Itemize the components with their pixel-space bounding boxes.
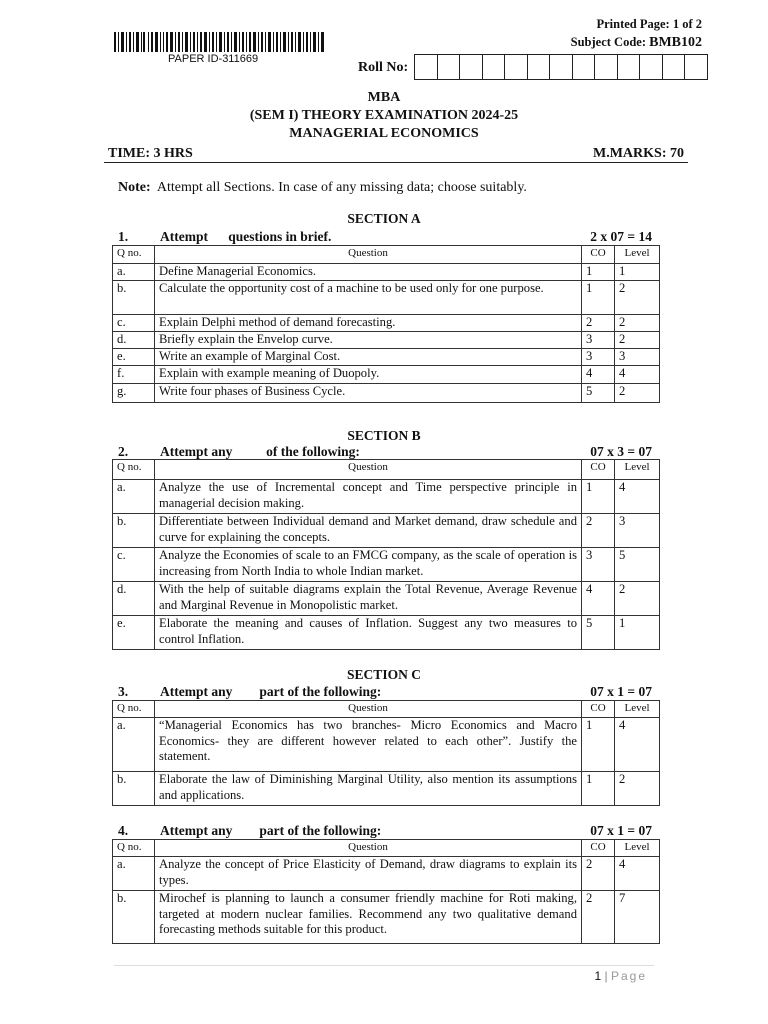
subject-name: MANAGERIAL ECONOMICS [289,126,479,141]
question-marks: 07 x 1 = 07 [590,823,652,838]
row-level: 5 [615,548,660,582]
roll-number-box[interactable] [573,55,596,79]
row-co: 2 [582,315,615,332]
row-co: 2 [582,891,615,944]
roll-number-box[interactable] [550,55,573,79]
row-co: 3 [582,349,615,366]
table-row [113,514,660,548]
table-row [113,384,660,403]
row-qno: d. [113,332,155,349]
row-co: 1 [582,281,615,315]
row-question: Briefly explain the Envelop curve. [155,332,582,349]
question-table [112,700,660,806]
exam-title: (SEM I) THEORY EXAMINATION 2024-25 [249,108,519,123]
page-footer [0,969,647,983]
section-title: SECTION B [347,428,421,443]
question-marks: 07 x 1 = 07 [590,684,652,699]
row-question: Mirochef is planning to launch a consumer friendly machine for Roti making, targeted at modern nuclear families. Recommend any two qualitative demand forecasting methods suitable for this product. [155,891,582,944]
printed-page-info: Printed Page: 1 of 2 [596,17,702,31]
row-co: 4 [582,366,615,384]
header-co: CO [582,701,615,718]
row-co: 2 [582,857,615,891]
row-qno: a. [113,857,155,891]
table-row [113,349,660,366]
question-marks: 07 x 3 = 07 [590,444,652,459]
row-co: 5 [582,616,615,650]
header-level: Level [615,460,660,480]
row-qno: b. [113,514,155,548]
header-co: CO [582,840,615,857]
question-instruction: Attempt any part of the following: [160,823,382,838]
header-qno: Q no. [113,246,155,264]
table-header-row [113,840,660,857]
roll-number-box[interactable] [505,55,528,79]
row-qno: c. [113,548,155,582]
header-level: Level [615,840,660,857]
table-row [113,332,660,349]
row-question: Define Managerial Economics. [155,264,582,281]
question-marks: 2 x 07 = 14 [590,229,652,244]
footer-page-word: Page [610,969,647,983]
header-level: Level [615,701,660,718]
row-qno: e. [113,616,155,650]
row-question: Write an example of Marginal Cost. [155,349,582,366]
roll-number-label: Roll No: [358,60,409,75]
table-row [113,264,660,281]
header-qno: Q no. [113,701,155,718]
max-marks: M.MARKS: 70 [593,146,684,161]
header-divider [104,162,688,163]
table-row [113,480,660,514]
row-question: Elaborate the law of Diminishing Marginal Utility, also mention its assumptions and applications. [155,772,582,806]
section-title: SECTION C [347,667,421,682]
header-question: Question [155,840,582,857]
note [118,180,527,196]
row-level: 3 [615,514,660,548]
header-co: CO [582,246,615,264]
question-number: 1. [118,229,129,244]
program-name: MBA [367,90,401,105]
row-qno: b. [113,281,155,315]
footer-page-number: 1 [594,969,602,983]
row-question: Explain with example meaning of Duopoly. [155,366,582,384]
footer-separator: | [601,969,611,983]
row-question: Calculate the opportunity cost of a machine to be used only for one purpose. [155,281,582,315]
question-table [112,839,660,944]
row-qno: d. [113,582,155,616]
row-question: “Managerial Economics has two branches- Micro Economics and Macro Economics- they are different however related to each other”. Justify the statement. [155,718,582,772]
table-header-row [113,701,660,718]
question-instruction: Attempt any part of the following: [160,684,382,699]
question-instruction: Attempt any of the following: [160,444,360,459]
exam-time: TIME: 3 HRS [108,146,193,161]
row-qno: f. [113,366,155,384]
header-co: CO [582,460,615,480]
subject-code [571,35,702,51]
row-level: 4 [615,480,660,514]
roll-number-boxes[interactable] [414,54,708,80]
subject-code-label: Subject Code: [570,35,650,49]
roll-number-box[interactable] [528,55,551,79]
question-table [112,459,660,650]
barcode-image [114,32,324,52]
row-level: 4 [615,366,660,384]
row-co: 1 [582,264,615,281]
question-table [112,245,660,403]
roll-number-box[interactable] [640,55,663,79]
note-text: Attempt all Sections. In case of any missing data; choose suitably. [156,180,527,195]
row-question: With the help of suitable diagrams explain the Total Revenue, Average Revenue and Marginal Revenue in Monopolistic market. [155,582,582,616]
roll-number-box[interactable] [618,55,641,79]
header-qno: Q no. [113,460,155,480]
footer-divider [114,965,654,966]
table-row [113,718,660,772]
row-qno: c. [113,315,155,332]
table-row [113,772,660,806]
row-level: 2 [615,281,660,315]
header-question: Question [155,460,582,480]
row-co: 1 [582,772,615,806]
row-qno: a. [113,480,155,514]
roll-number-box[interactable] [460,55,483,79]
table-header-row [113,460,660,480]
row-co: 3 [582,332,615,349]
table-row [113,548,660,582]
header-level: Level [615,246,660,264]
roll-number-box[interactable] [483,55,506,79]
roll-number-box[interactable] [438,55,461,79]
row-level: 4 [615,718,660,772]
row-qno: a. [113,718,155,772]
row-level: 1 [615,616,660,650]
section-title: SECTION A [347,211,421,226]
roll-number-box[interactable] [663,55,686,79]
row-question: Analyze the use of Incremental concept and Time perspective principle in managerial decision making. [155,480,582,514]
table-row [113,616,660,650]
row-question: Analyze the concept of Price Elasticity of Demand, draw diagrams to explain its types. [155,857,582,891]
question-number: 4. [118,823,129,838]
header-qno: Q no. [113,840,155,857]
table-header-row [113,246,660,264]
header-question: Question [155,701,582,718]
question-number: 2. [118,444,129,459]
row-qno: g. [113,384,155,403]
row-question: Differentiate between Individual demand and Market demand, draw schedule and curve for explaining the concepts. [155,514,582,548]
table-row [113,582,660,616]
row-question: Explain Delphi method of demand forecasting. [155,315,582,332]
row-level: 4 [615,857,660,891]
table-row [113,891,660,944]
row-qno: a. [113,264,155,281]
table-row [113,857,660,891]
row-level: 2 [615,332,660,349]
paper-id: PAPER ID-311669 [168,53,259,65]
row-question: Elaborate the meaning and causes of Inflation. Suggest any two measures to control Inflation. [155,616,582,650]
row-level: 3 [615,349,660,366]
subject-code-value: BMB102 [649,35,702,50]
row-co: 5 [582,384,615,403]
row-level: 2 [615,315,660,332]
row-co: 4 [582,582,615,616]
row-level: 1 [615,264,660,281]
table-row [113,315,660,332]
row-question: Write four phases of Business Cycle. [155,384,582,403]
table-row [113,366,660,384]
roll-number-box[interactable] [595,55,618,79]
row-co: 2 [582,514,615,548]
row-qno: e. [113,349,155,366]
row-qno: b. [113,891,155,944]
row-co: 1 [582,480,615,514]
row-level: 7 [615,891,660,944]
row-question: Analyze the Economies of scale to an FMCG company, as the scale of operation is increasing from North India to whole Indian market. [155,548,582,582]
row-level: 2 [615,384,660,403]
row-level: 2 [615,772,660,806]
roll-number-box[interactable] [685,55,707,79]
question-number: 3. [118,684,129,699]
row-co: 1 [582,718,615,772]
row-level: 2 [615,582,660,616]
row-co: 3 [582,548,615,582]
roll-number-box[interactable] [415,55,438,79]
question-instruction: Attempt questions in brief. [160,229,332,244]
row-qno: b. [113,772,155,806]
note-label: Note: [118,180,151,195]
table-row [113,281,660,315]
header-question: Question [155,246,582,264]
